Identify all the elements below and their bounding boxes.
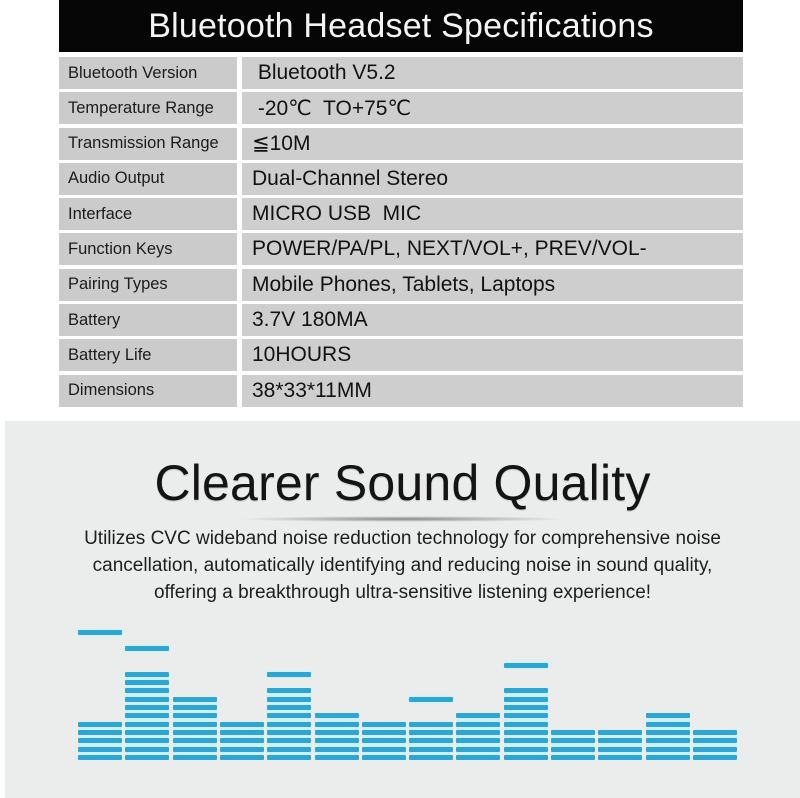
equalizer-segment	[173, 738, 217, 743]
spec-row	[59, 163, 743, 195]
equalizer-float-segment	[504, 663, 548, 668]
equalizer-float-segment	[267, 672, 311, 677]
equalizer-segment	[693, 755, 737, 760]
equalizer-segment	[315, 738, 359, 743]
equalizer-column-glow	[456, 713, 500, 760]
spec-row	[59, 304, 743, 336]
equalizer-segment	[125, 672, 169, 677]
equalizer-segment	[267, 713, 311, 718]
specs-title: Bluetooth Headset Specifications	[148, 6, 654, 45]
equalizer-segment	[125, 755, 169, 760]
spec-value: ≦10M	[242, 128, 743, 160]
equalizer-segment	[504, 730, 548, 735]
description-line-2: cancellation, automatically identifying and reducing noise in sound quality,	[92, 555, 713, 576]
equalizer-segment	[267, 755, 311, 760]
equalizer-segment	[78, 722, 122, 727]
sound-quality-title: Clearer Sound Quality	[154, 455, 651, 511]
equalizer-segment	[409, 722, 453, 727]
spec-label: Battery Life	[59, 339, 237, 371]
spec-value: Bluetooth V5.2	[242, 57, 743, 89]
equalizer-segment	[504, 705, 548, 710]
equalizer-segment	[362, 730, 406, 735]
spec-label: Battery	[59, 304, 237, 336]
equalizer-segment	[551, 747, 595, 752]
equalizer-segment	[646, 738, 690, 743]
equalizer-segment	[125, 688, 169, 693]
equalizer-segment	[173, 755, 217, 760]
equalizer-segment	[125, 722, 169, 727]
equalizer-segment	[598, 738, 642, 743]
equalizer-segment	[220, 730, 264, 735]
spec-label: Audio Output	[59, 163, 237, 195]
equalizer-segment	[78, 738, 122, 743]
equalizer-segment	[315, 730, 359, 735]
equalizer-segment	[504, 747, 548, 752]
equalizer-segment	[504, 697, 548, 702]
equalizer-segment	[409, 738, 453, 743]
equalizer-segment	[409, 730, 453, 735]
equalizer-segment	[362, 747, 406, 752]
equalizer-segment	[504, 755, 548, 760]
equalizer-segment	[409, 755, 453, 760]
spec-label: Interface	[59, 198, 237, 230]
equalizer-segment	[693, 747, 737, 752]
spec-row	[59, 233, 743, 265]
spec-value: MICRO USB MIC	[242, 198, 743, 230]
spec-row	[59, 57, 743, 89]
equalizer-segment	[125, 738, 169, 743]
equalizer-segment	[220, 722, 264, 727]
equalizer-segment	[173, 747, 217, 752]
equalizer-segment	[504, 738, 548, 743]
equalizer-segment	[173, 730, 217, 735]
equalizer-segment	[646, 730, 690, 735]
equalizer-segment	[220, 755, 264, 760]
equalizer-segment	[315, 755, 359, 760]
equalizer-segment	[693, 738, 737, 743]
equalizer-column-glow	[315, 713, 359, 760]
equalizer-segment	[456, 730, 500, 735]
sound-quality-section	[5, 421, 800, 798]
equalizer-segment	[646, 747, 690, 752]
spec-label: Bluetooth Version	[59, 57, 237, 89]
spec-row	[59, 269, 743, 301]
spec-value: -20℃ TO+75℃	[242, 92, 743, 124]
equalizer-segment	[267, 697, 311, 702]
spec-value: 3.7V 180MA	[242, 304, 743, 336]
spec-row	[59, 375, 743, 407]
equalizer-segment	[504, 722, 548, 727]
equalizer-segment	[220, 747, 264, 752]
equalizer-segment	[267, 705, 311, 710]
equalizer-float-segment	[78, 630, 122, 635]
equalizer-segment	[504, 688, 548, 693]
equalizer-segment	[78, 730, 122, 735]
spec-label: Temperature Range	[59, 92, 237, 124]
equalizer-segment	[693, 730, 737, 735]
equalizer-segment	[173, 722, 217, 727]
spec-label: Pairing Types	[59, 269, 237, 301]
equalizer-column-glow	[646, 713, 690, 760]
equalizer-segment	[173, 697, 217, 702]
equalizer-segment	[551, 730, 595, 735]
spec-row	[59, 92, 743, 124]
spec-value: 38*33*11MM	[242, 375, 743, 407]
equalizer-segment	[173, 713, 217, 718]
description-line-1: Utilizes CVC wideband noise reduction technology for comprehensive noise	[84, 528, 721, 549]
equalizer-segment	[267, 730, 311, 735]
equalizer-segment	[456, 747, 500, 752]
equalizer-segment	[78, 755, 122, 760]
equalizer-segment	[267, 738, 311, 743]
equalizer-segment	[362, 755, 406, 760]
description-line-3: offering a breakthrough ultra-sensitive listening experience!	[153, 582, 652, 603]
equalizer-segment	[409, 747, 453, 752]
spec-label: Dimensions	[59, 375, 237, 407]
equalizer-float-segment	[125, 646, 169, 651]
spec-row	[59, 128, 743, 160]
equalizer-segment	[456, 755, 500, 760]
equalizer-segment	[125, 697, 169, 702]
equalizer-segment	[598, 747, 642, 752]
equalizer-segment	[125, 705, 169, 710]
spec-table	[59, 57, 743, 410]
equalizer-segment	[456, 722, 500, 727]
equalizer-segment	[551, 755, 595, 760]
spec-row	[59, 339, 743, 371]
equalizer-segment	[551, 738, 595, 743]
equalizer-segment	[598, 755, 642, 760]
equalizer-segment	[220, 738, 264, 743]
equalizer-segment	[456, 738, 500, 743]
specs-title-bar	[59, 0, 743, 52]
equalizer-segment	[315, 747, 359, 752]
spec-value: Dual-Channel Stereo	[242, 163, 743, 195]
equalizer-segment	[173, 705, 217, 710]
equalizer-segment	[125, 680, 169, 685]
equalizer-segment	[646, 722, 690, 727]
equalizer-segment	[125, 713, 169, 718]
equalizer-segment	[267, 747, 311, 752]
equalizer-segment	[315, 722, 359, 727]
equalizer-segment	[315, 713, 359, 718]
equalizer-segment	[267, 722, 311, 727]
equalizer-segment	[362, 722, 406, 727]
equalizer-segment	[646, 713, 690, 718]
equalizer-segment	[125, 730, 169, 735]
spec-value: 10HOURS	[242, 339, 743, 371]
equalizer-segment	[646, 755, 690, 760]
equalizer-float-segment	[409, 697, 453, 702]
equalizer-segment	[598, 730, 642, 735]
spec-label: Transmission Range	[59, 128, 237, 160]
spec-row	[59, 198, 743, 230]
equalizer-segment	[456, 713, 500, 718]
equalizer-segment	[125, 747, 169, 752]
equalizer-graphic	[5, 421, 800, 798]
equalizer-segment	[362, 738, 406, 743]
equalizer-segment	[504, 713, 548, 718]
equalizer-segment	[267, 688, 311, 693]
spec-value: POWER/PA/PL, NEXT/VOL+, PREV/VOL-	[242, 233, 743, 265]
spec-value: Mobile Phones, Tablets, Laptops	[242, 269, 743, 301]
spec-label: Function Keys	[59, 233, 237, 265]
equalizer-segment	[78, 747, 122, 752]
